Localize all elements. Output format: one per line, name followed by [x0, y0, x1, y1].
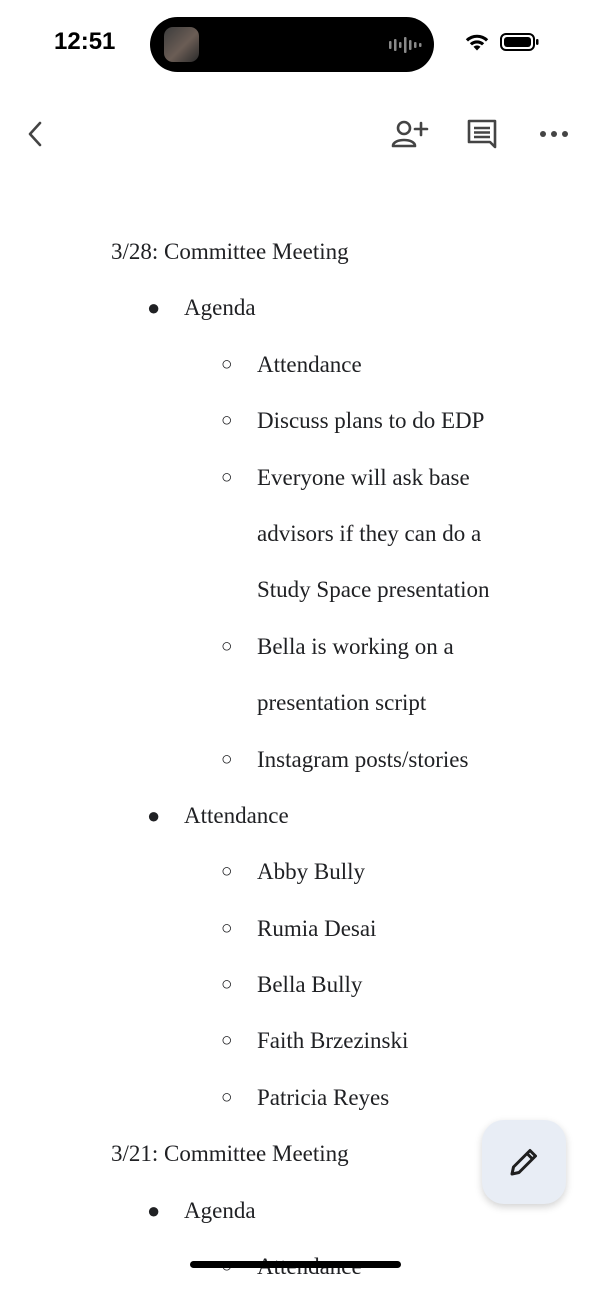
filled-bullet: ●	[147, 295, 161, 321]
status-bar	[0, 0, 590, 90]
doc-line-continuation	[0, 506, 590, 562]
hollow-bullet: ○	[221, 861, 233, 883]
now-playing-artwork	[164, 27, 199, 62]
list-item	[0, 337, 590, 393]
line-text: presentation script	[257, 690, 427, 716]
line-text: Rumia Desai	[257, 915, 377, 941]
line-text: Attendance	[257, 351, 362, 377]
pencil-edit-icon	[506, 1144, 542, 1180]
line-text: 3/21: Committee Meeting	[111, 1141, 349, 1167]
hollow-bullet: ○	[221, 748, 233, 770]
list-item	[0, 901, 590, 957]
doc-line-continuation	[0, 675, 590, 731]
filled-bullet: ●	[147, 802, 161, 828]
line-text: Agenda	[184, 1197, 256, 1223]
edit-fab-button[interactable]	[482, 1120, 566, 1204]
person-add-icon	[390, 118, 430, 150]
list-item	[0, 957, 590, 1013]
hollow-bullet: ○	[221, 974, 233, 996]
chevron-left-icon	[24, 119, 48, 149]
line-text: Study Space presentation	[257, 577, 490, 603]
list-item	[0, 732, 590, 788]
more-horizontal-icon	[539, 129, 569, 139]
hollow-bullet: ○	[221, 353, 233, 375]
hollow-bullet: ○	[221, 1086, 233, 1108]
doc-heading	[0, 224, 590, 280]
battery-icon	[500, 32, 540, 52]
doc-toolbar	[0, 100, 590, 166]
line-text: Bella is working on a	[257, 633, 454, 659]
line-text: advisors if they can do a	[257, 520, 482, 546]
hollow-bullet: ○	[221, 466, 233, 488]
comment-button[interactable]	[460, 112, 504, 156]
hollow-bullet: ○	[221, 410, 233, 432]
list-item	[0, 788, 590, 844]
list-item	[0, 1070, 590, 1126]
more-options-button[interactable]	[532, 112, 576, 156]
doc-line-continuation	[0, 562, 590, 618]
back-button[interactable]	[14, 112, 58, 156]
hollow-bullet: ○	[221, 635, 233, 657]
line-text: Everyone will ask base	[257, 464, 470, 490]
line-text: Agenda	[184, 295, 256, 321]
filled-bullet: ●	[147, 1197, 161, 1223]
hollow-bullet: ○	[221, 917, 233, 939]
dynamic-island	[150, 17, 434, 72]
line-text: 3/28: Committee Meeting	[111, 239, 349, 264]
status-time: 12:51	[54, 28, 116, 55]
list-item	[0, 280, 590, 336]
share-button[interactable]	[388, 112, 432, 156]
list-item	[0, 1013, 590, 1069]
line-text: Faith Brzezinski	[257, 1028, 409, 1054]
comment-icon	[465, 117, 499, 151]
list-item	[0, 619, 590, 675]
list-item	[0, 450, 590, 506]
line-text: Discuss plans to do EDP	[257, 408, 485, 434]
wifi-icon	[464, 32, 490, 52]
status-icons	[464, 32, 540, 52]
hollow-bullet: ○	[221, 1030, 233, 1052]
home-indicator	[190, 1261, 401, 1268]
line-text: Instagram posts/stories	[257, 746, 469, 772]
line-text: Bella Bully	[257, 972, 363, 998]
line-text: Abby Bully	[257, 859, 365, 885]
line-text: Attendance	[184, 802, 289, 828]
line-text: Patricia Reyes	[257, 1084, 390, 1110]
audio-waveform-icon	[388, 36, 422, 54]
list-item	[0, 393, 590, 449]
list-item	[0, 844, 590, 900]
